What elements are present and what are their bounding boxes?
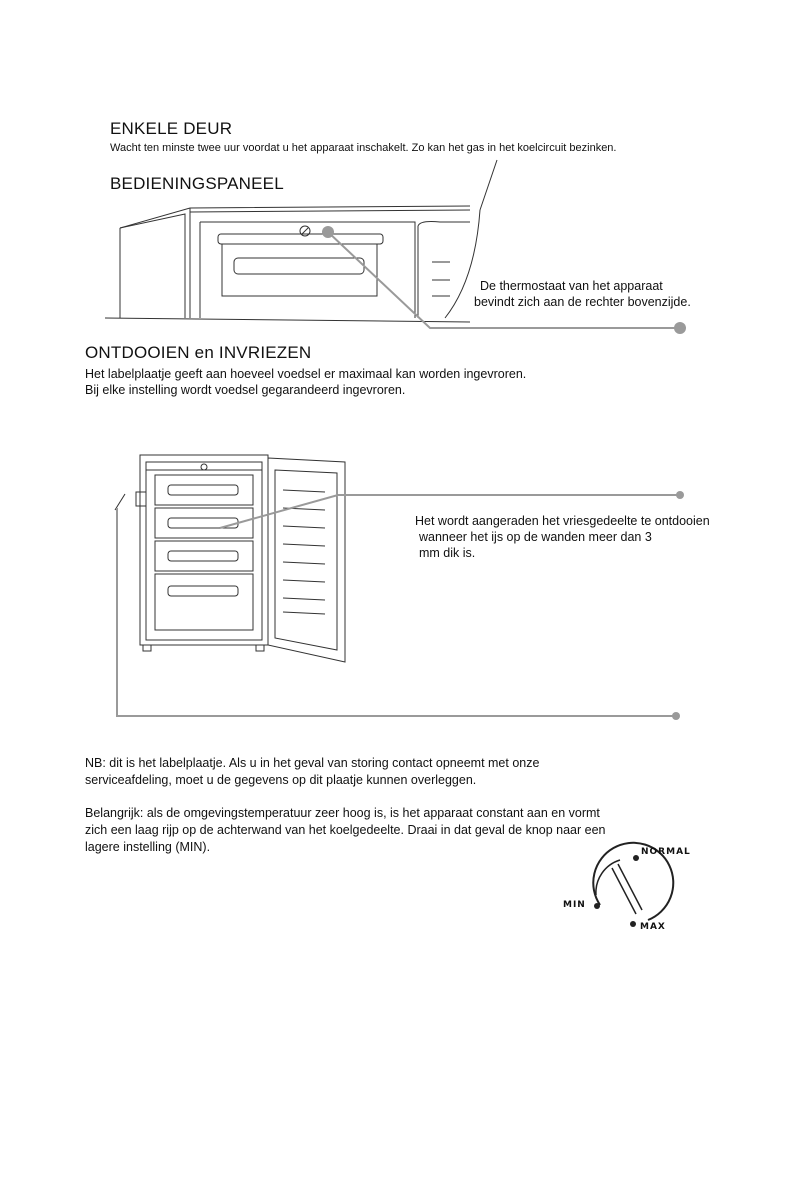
nb-line1: NB: dit is het labelplaatje. Als u in het geval van storing contact opneemt met onze — [85, 756, 540, 770]
important-line1: Belangrijk: als de omgevingstemperatuur zeer hoog is, is het apparaat constant aan en vormt — [85, 806, 600, 820]
nb-line2: serviceafdeling, moet u de gegevens op dit plaatje kunnen overleggen. — [85, 773, 477, 787]
dial-label-min: MIN — [563, 900, 586, 910]
freeze-guarantee-line: Bij elke instelling wordt voedsel gegarandeerd ingevroren. — [85, 383, 406, 397]
section-title-defrost-freeze: ONTDOOIEN en INVRIEZEN — [85, 343, 312, 362]
thermostat-text-line1: De thermostaat van het apparaat — [480, 279, 663, 293]
important-line3: lagere instelling (MIN). — [85, 840, 211, 854]
section-subtitle-control-panel: BEDIENINGSPANEEL — [110, 174, 284, 193]
thermostat-text-line2: bevindt zich aan de rechter bovenzijde. — [474, 295, 691, 309]
important-line2: zich een laag rijp op de achterwand van het koelgedeelte. Draai in dat geval de knop naar een — [85, 823, 606, 837]
dial-label-normal: NORMAL — [641, 847, 691, 857]
dial-label-max: MAX — [640, 922, 666, 932]
defrost-advice-line3: mm dik is. — [419, 546, 476, 560]
defrost-advice-line2: wanneer het ijs op de wanden meer dan 3 — [419, 530, 652, 544]
settling-note: Wacht ten minste twee uur voordat u het apparaat inschakelt. Zo kan het gas in het koelcircuit bezinken. — [110, 142, 617, 154]
defrost-advice-line1: Het wordt aangeraden het vriesgedeelte te ontdooien — [415, 514, 710, 528]
section-title-single-door: ENKELE DEUR — [110, 119, 233, 138]
freeze-capacity-line: Het labelplaatje geeft aan hoeveel voedsel er maximaal kan worden ingevroren. — [85, 367, 527, 381]
